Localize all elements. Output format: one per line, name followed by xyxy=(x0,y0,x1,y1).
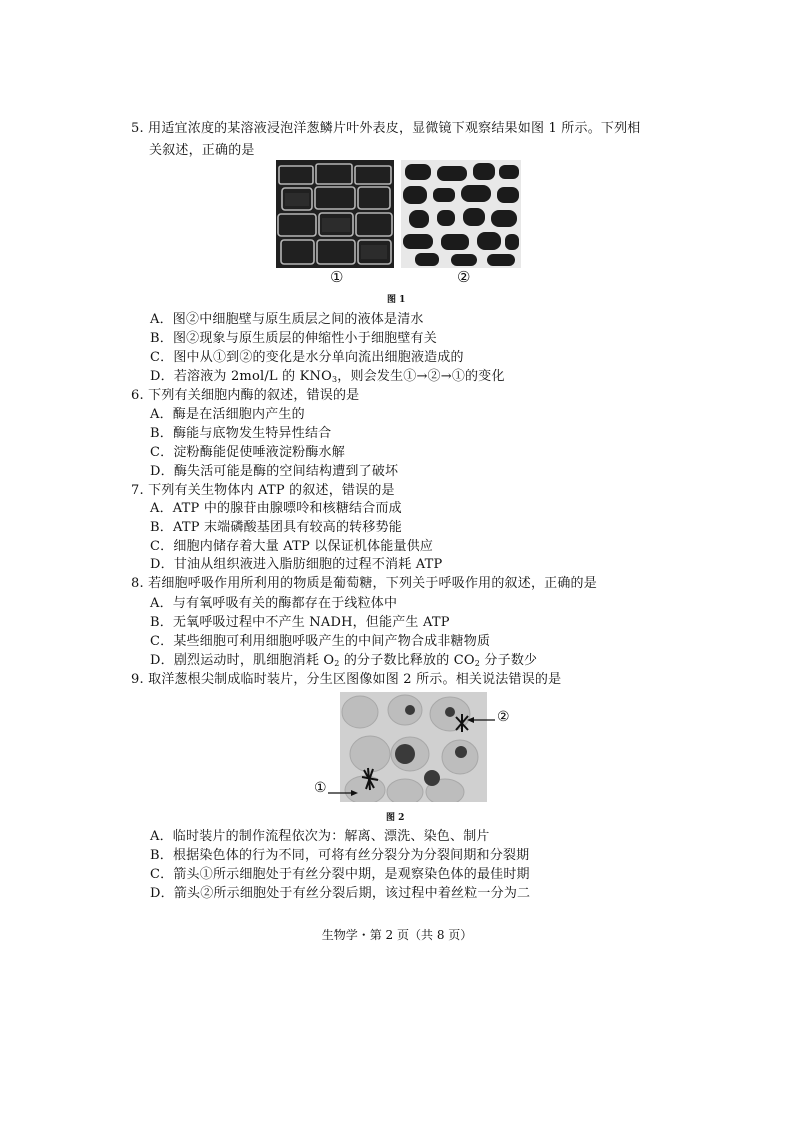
q5-option-d xyxy=(150,368,505,389)
q9-option-b: B．根据染色体的行为不同，可将有丝分裂分为分裂间期和分裂期 xyxy=(150,848,530,863)
figure2-label-2: ② xyxy=(497,709,510,725)
figure1-image-1 xyxy=(276,160,394,268)
q6-number: 6. xyxy=(131,388,144,403)
q7-number: 7. xyxy=(131,483,144,498)
q8-option-d-post: 分子数少 xyxy=(480,653,538,668)
q5-option-d-sub: 3 xyxy=(331,375,338,384)
q8-stem-line xyxy=(131,575,597,593)
q8-option-d-sub1: 2 xyxy=(334,659,340,668)
q8-option-d-mid: 的分子数比释放的 CO xyxy=(339,653,475,668)
q9-number: 9. xyxy=(131,672,144,687)
q5-option-d-text: D．若溶液为 2mol/L 的 KNO xyxy=(150,369,332,384)
figure2-image xyxy=(340,692,487,802)
figure1-label-1: ① xyxy=(330,268,344,286)
q7-stem: 下列有关生物体内 ATP 的叙述，错误的是 xyxy=(148,483,395,498)
q6-option-c: C．淀粉酶能促使唾液淀粉酶水解 xyxy=(150,445,345,460)
q5-number: 5. xyxy=(131,121,144,136)
q5-option-d-post: ，则会发生①→②→①的变化 xyxy=(337,369,505,384)
q8-number: 8. xyxy=(131,576,144,591)
q7-option-d: D．甘油从组织液进入脂肪细胞的过程不消耗 ATP xyxy=(150,557,443,572)
q8-option-c: C．某些细胞可利用细胞呼吸产生的中间产物合成非糖物质 xyxy=(150,634,491,649)
figure1-caption: 图 1 xyxy=(387,295,406,305)
page-footer: 生物学・第 2 页（共 8 页） xyxy=(321,928,473,942)
q8-option-d xyxy=(150,652,537,673)
q5-option-a: A．图②中细胞壁与原生质层之间的液体是清水 xyxy=(150,312,424,327)
q8-stem: 若细胞呼吸作用所利用的物质是葡萄糖，下列关于呼吸作用的叙述，正确的是 xyxy=(148,576,597,591)
q9-option-a: A．临时装片的制作流程依次为：解离、漂洗、染色、制片 xyxy=(150,829,490,844)
q8-option-a: A．与有氧呼吸有关的酶都存在于线粒体中 xyxy=(150,596,398,611)
q7-option-c: C．细胞内储存着大量 ATP 以保证机体能量供应 xyxy=(150,539,434,554)
q9-stem: 取洋葱根尖制成临时装片，分生区图像如图 2 所示。相关说法错误的是 xyxy=(148,672,562,687)
q9-option-d: D．箭头②所示细胞处于有丝分裂后期，该过程中着丝粒一分为二 xyxy=(150,886,531,901)
q5-stem: 用适宜浓度的某溶液浸泡洋葱鳞片叶外表皮，显微镜下观察结果如图 1 所示。下列相 xyxy=(148,121,641,136)
q6-option-a: A．酶是在活细胞内产生的 xyxy=(150,407,305,422)
figure2-caption: 图 2 xyxy=(386,813,405,823)
q6-option-b: B．酶能与底物发生特异性结合 xyxy=(150,426,332,441)
q6-stem-line xyxy=(131,387,359,405)
figure2-label-1: ① xyxy=(314,780,327,796)
figure1-label-2: ② xyxy=(457,268,471,286)
q5-option-b: B．图②现象与原生质层的伸缩性小于细胞壁有关 xyxy=(150,331,437,346)
q9-option-c: C．箭头①所示细胞处于有丝分裂中期，是观察染色体的最佳时期 xyxy=(150,867,530,882)
q6-option-d: D．酶失活可能是酶的空间结构遭到了破坏 xyxy=(150,464,399,479)
figure1-image-2 xyxy=(401,160,521,268)
q6-stem: 下列有关细胞内酶的叙述，错误的是 xyxy=(148,388,360,403)
q8-option-b: B．无氧呼吸过程中不产生 NADH，但能产生 ATP xyxy=(150,615,450,630)
q9-stem-line xyxy=(131,671,561,689)
figure2-arrow-2 xyxy=(467,714,495,724)
q5-stem-line1 xyxy=(131,120,641,138)
q8-option-d-sub2: 2 xyxy=(474,659,481,668)
q8-option-d-text: D．剧烈运动时，肌细胞消耗 O xyxy=(150,653,335,668)
q7-option-b: B．ATP 末端磷酸基团具有较高的转移势能 xyxy=(150,520,402,535)
q7-stem-line xyxy=(131,482,395,500)
q7-option-a: A．ATP 中的腺苷由腺嘌呤和核糖结合而成 xyxy=(150,501,402,516)
figure2-arrow-1 xyxy=(328,787,358,797)
q5-option-c: C．图中从①到②的变化是水分单向流出细胞液造成的 xyxy=(150,350,464,365)
q5-stem-line2: 关叙述，正确的是 xyxy=(149,143,255,158)
